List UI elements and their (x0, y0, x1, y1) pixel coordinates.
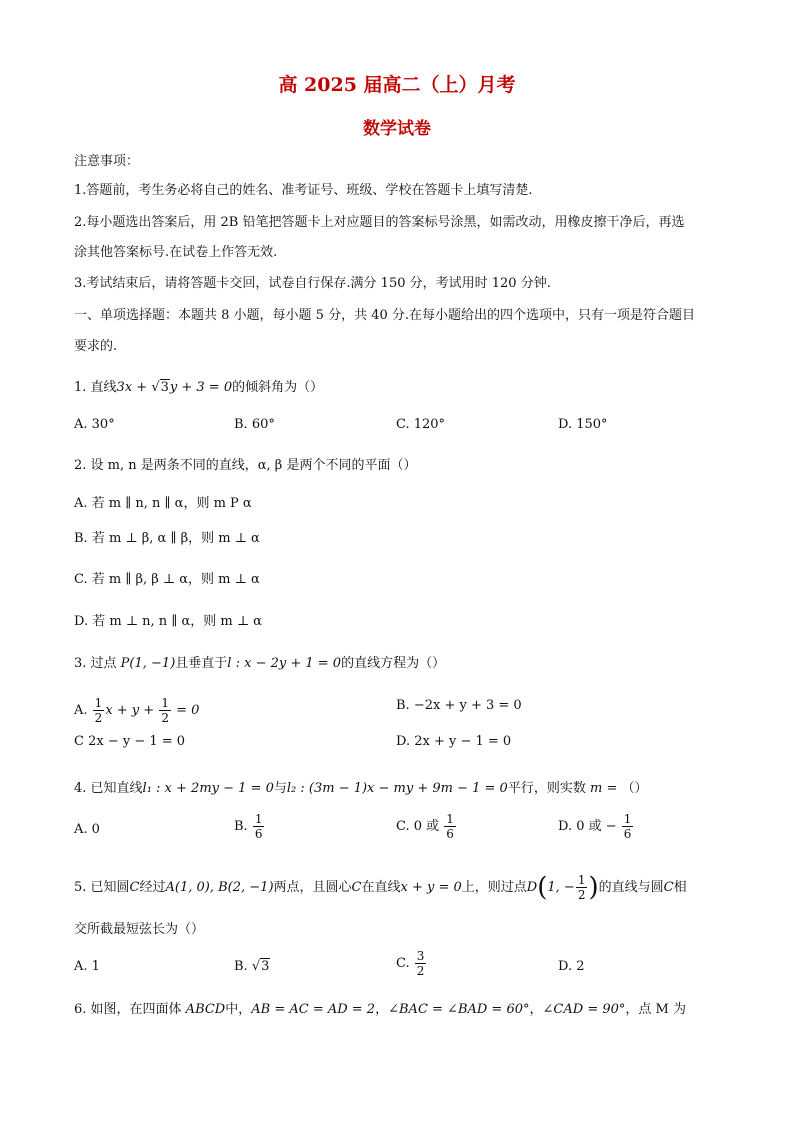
q3-point: P(1, −1) (116, 656, 176, 671)
q4-c-fraction: $\frac{1}{6}$ (446, 812, 454, 841)
q3-option-b[interactable]: B. −2x + y + 3 = 0 (396, 698, 522, 713)
notes-heading: 注意事项： (74, 154, 140, 169)
question-2-stem: 2. 设 m, n 是两条不同的直线，α, β 是两个不同的平面（） (74, 458, 417, 473)
q4-d-label: D. 0 或 − (558, 819, 617, 834)
q4-d-fraction: $\frac{1}{6}$ (623, 812, 632, 841)
q5-part-a: 5. 已知圆 (74, 880, 130, 895)
q2-option-a[interactable]: A. 若 m ∥ n, n ∥ α，则 m P α (74, 496, 252, 511)
q5-c: C (129, 880, 140, 895)
q5-part-e: 上，则过点 (461, 880, 527, 895)
q3-option-c[interactable]: C 2x − y − 1 = 0 (74, 734, 186, 749)
q6-tail: 中， (225, 1002, 252, 1017)
q5-line: x + y = 0 (400, 880, 462, 895)
q5-b-sqrt: √3 (251, 959, 270, 974)
q3-suffix: 的直线方程为（） (341, 656, 446, 671)
q5-c3: C (663, 880, 674, 895)
q4-option-a[interactable]: A. 0 (74, 822, 100, 837)
q5-option-d[interactable]: D. 2 (558, 959, 585, 974)
note-1: 1.答题前，考生务必将自己的姓名、准考证号、班级、学校在答题卡上填写清楚. (74, 183, 533, 198)
section-heading-line-2: 要求的. (74, 339, 118, 354)
q3-option-d[interactable]: D. 2x + y − 1 = 0 (396, 734, 512, 749)
q3-line-eq: l : x − 2y + 1 = 0 (227, 656, 342, 671)
q4-b-label: B. (234, 819, 248, 834)
note-3: 3.考试结束后，请将答题卡交回，试卷自行保存.满分 150 分，考试用时 120 分钟. (74, 276, 551, 291)
q3-a-label: A. (74, 703, 88, 718)
exam-title: 高 2025 届高二（上）月考 (278, 74, 516, 96)
q1-prefix: 1. 直线 (74, 380, 117, 395)
q5-option-c[interactable] (396, 949, 427, 978)
q4-b-fraction: $\frac{1}{6}$ (254, 812, 263, 841)
q5-part-b: 经过 (139, 880, 166, 895)
question-4-stem (74, 779, 720, 799)
q2-option-d[interactable]: D. 若 m ⊥ n, n ∥ α，则 m ⊥ α (74, 614, 262, 629)
q4-suffix: 平行，则实数 (507, 781, 586, 796)
q4-m-eq: m = (585, 781, 622, 796)
q4-middle: 与 (273, 781, 287, 796)
q2-option-b[interactable]: B. 若 m ⊥ β, α ∥ β，则 m ⊥ α (74, 531, 260, 546)
q4-option-c[interactable] (396, 812, 457, 841)
q4-c-label: C. 0 或 (396, 819, 440, 834)
question-1-stem (74, 378, 720, 398)
q3-middle: 且垂直于 (175, 656, 228, 671)
q4-option-d[interactable] (558, 812, 634, 841)
q3-a-equation: $\frac{1}{2}$ x + y + $\frac{1}{2}$ = 0 (94, 696, 200, 725)
section-heading-line-1: 一、单项选择题：本题共 8 小题，每小题 5 分，共 40 分.在每小题给出的四个选项中，只有一项是符合题目 (74, 308, 696, 323)
question-5-stem-line-2: 交所截最短弦长为（） (74, 922, 205, 937)
q1-option-d[interactable]: D. 150° (558, 417, 608, 432)
q4-prefix: 4. 已知直线 (74, 781, 143, 796)
note-2-line-1: 2.每小题选出答案后，用 2B 铅笔把答题卡上对应题目的答案标号涂黑，如需改动，用橡皮擦干净后，再选 (74, 215, 685, 230)
q6-tetra: ABCD (181, 1002, 226, 1017)
q5-option-a[interactable]: A. 1 (74, 959, 100, 974)
q2-option-c[interactable]: C. 若 m ∥ β, β ⊥ α，则 m ⊥ α (74, 572, 260, 587)
q1-equation: 3x + √3y + 3 = 0 (116, 380, 233, 395)
q5-c2: C (351, 880, 362, 895)
q5-part-f: 的直线与圆 (598, 880, 664, 895)
q6-condition-3: ∠CAD = 90° (542, 1002, 626, 1017)
q6-prefix: 6. 如图，在四面体 (74, 1002, 182, 1017)
q4-line-1: l₁ : x + 2my − 1 = 0 (142, 781, 274, 796)
q5-part-c: 两点，且圆心 (273, 880, 352, 895)
q5-c-fraction: $\frac{3}{2}$ (416, 949, 425, 978)
question-5-stem-line-1 (74, 873, 720, 902)
q4-line-2: l₂ : (3m − 1)x − my + 9m − 1 = 0 (286, 781, 508, 796)
q5-points: A(1, 0), B(2, −1) (165, 880, 274, 895)
q1-option-b[interactable]: B. 60° (234, 417, 275, 432)
q3-prefix: 3. 过点 (74, 656, 117, 671)
q5-point-d: D(1, − $\frac{1}{2}$ ) (526, 872, 599, 903)
q6-condition-1: AB = AC = AD = 2 (251, 1002, 376, 1017)
q4-option-b[interactable] (234, 812, 265, 841)
q4-end: （） (621, 781, 648, 796)
question-6-stem: 6. 如图，在四面体 ABCD中，AB = AC = AD = 2，∠BAC = ∠BAD = 60°，∠CAD = 90°，点 M 为 (74, 1002, 686, 1017)
q5-part-g: 相 (673, 880, 687, 895)
question-3-stem (74, 654, 720, 674)
q5-option-b[interactable] (234, 957, 270, 977)
q1-suffix: 的倾斜角为（） (232, 380, 324, 395)
q6-end: ，点 M 为 (625, 1002, 686, 1017)
q6-condition-2: ∠BAC = ∠BAD = 60° (388, 1002, 530, 1017)
q5-b-label: B. (234, 959, 248, 974)
q3-option-a[interactable] (74, 696, 199, 725)
exam-subtitle: 数学试卷 (363, 119, 431, 139)
note-2-line-2: 涂其他答案标号.在试卷上作答无效. (74, 245, 278, 260)
q5-part-d: 在直线 (361, 880, 401, 895)
q1-option-c[interactable]: C. 120° (396, 417, 446, 432)
q1-option-a[interactable]: A. 30° (74, 417, 115, 432)
q5-c-label: C. (396, 956, 410, 971)
